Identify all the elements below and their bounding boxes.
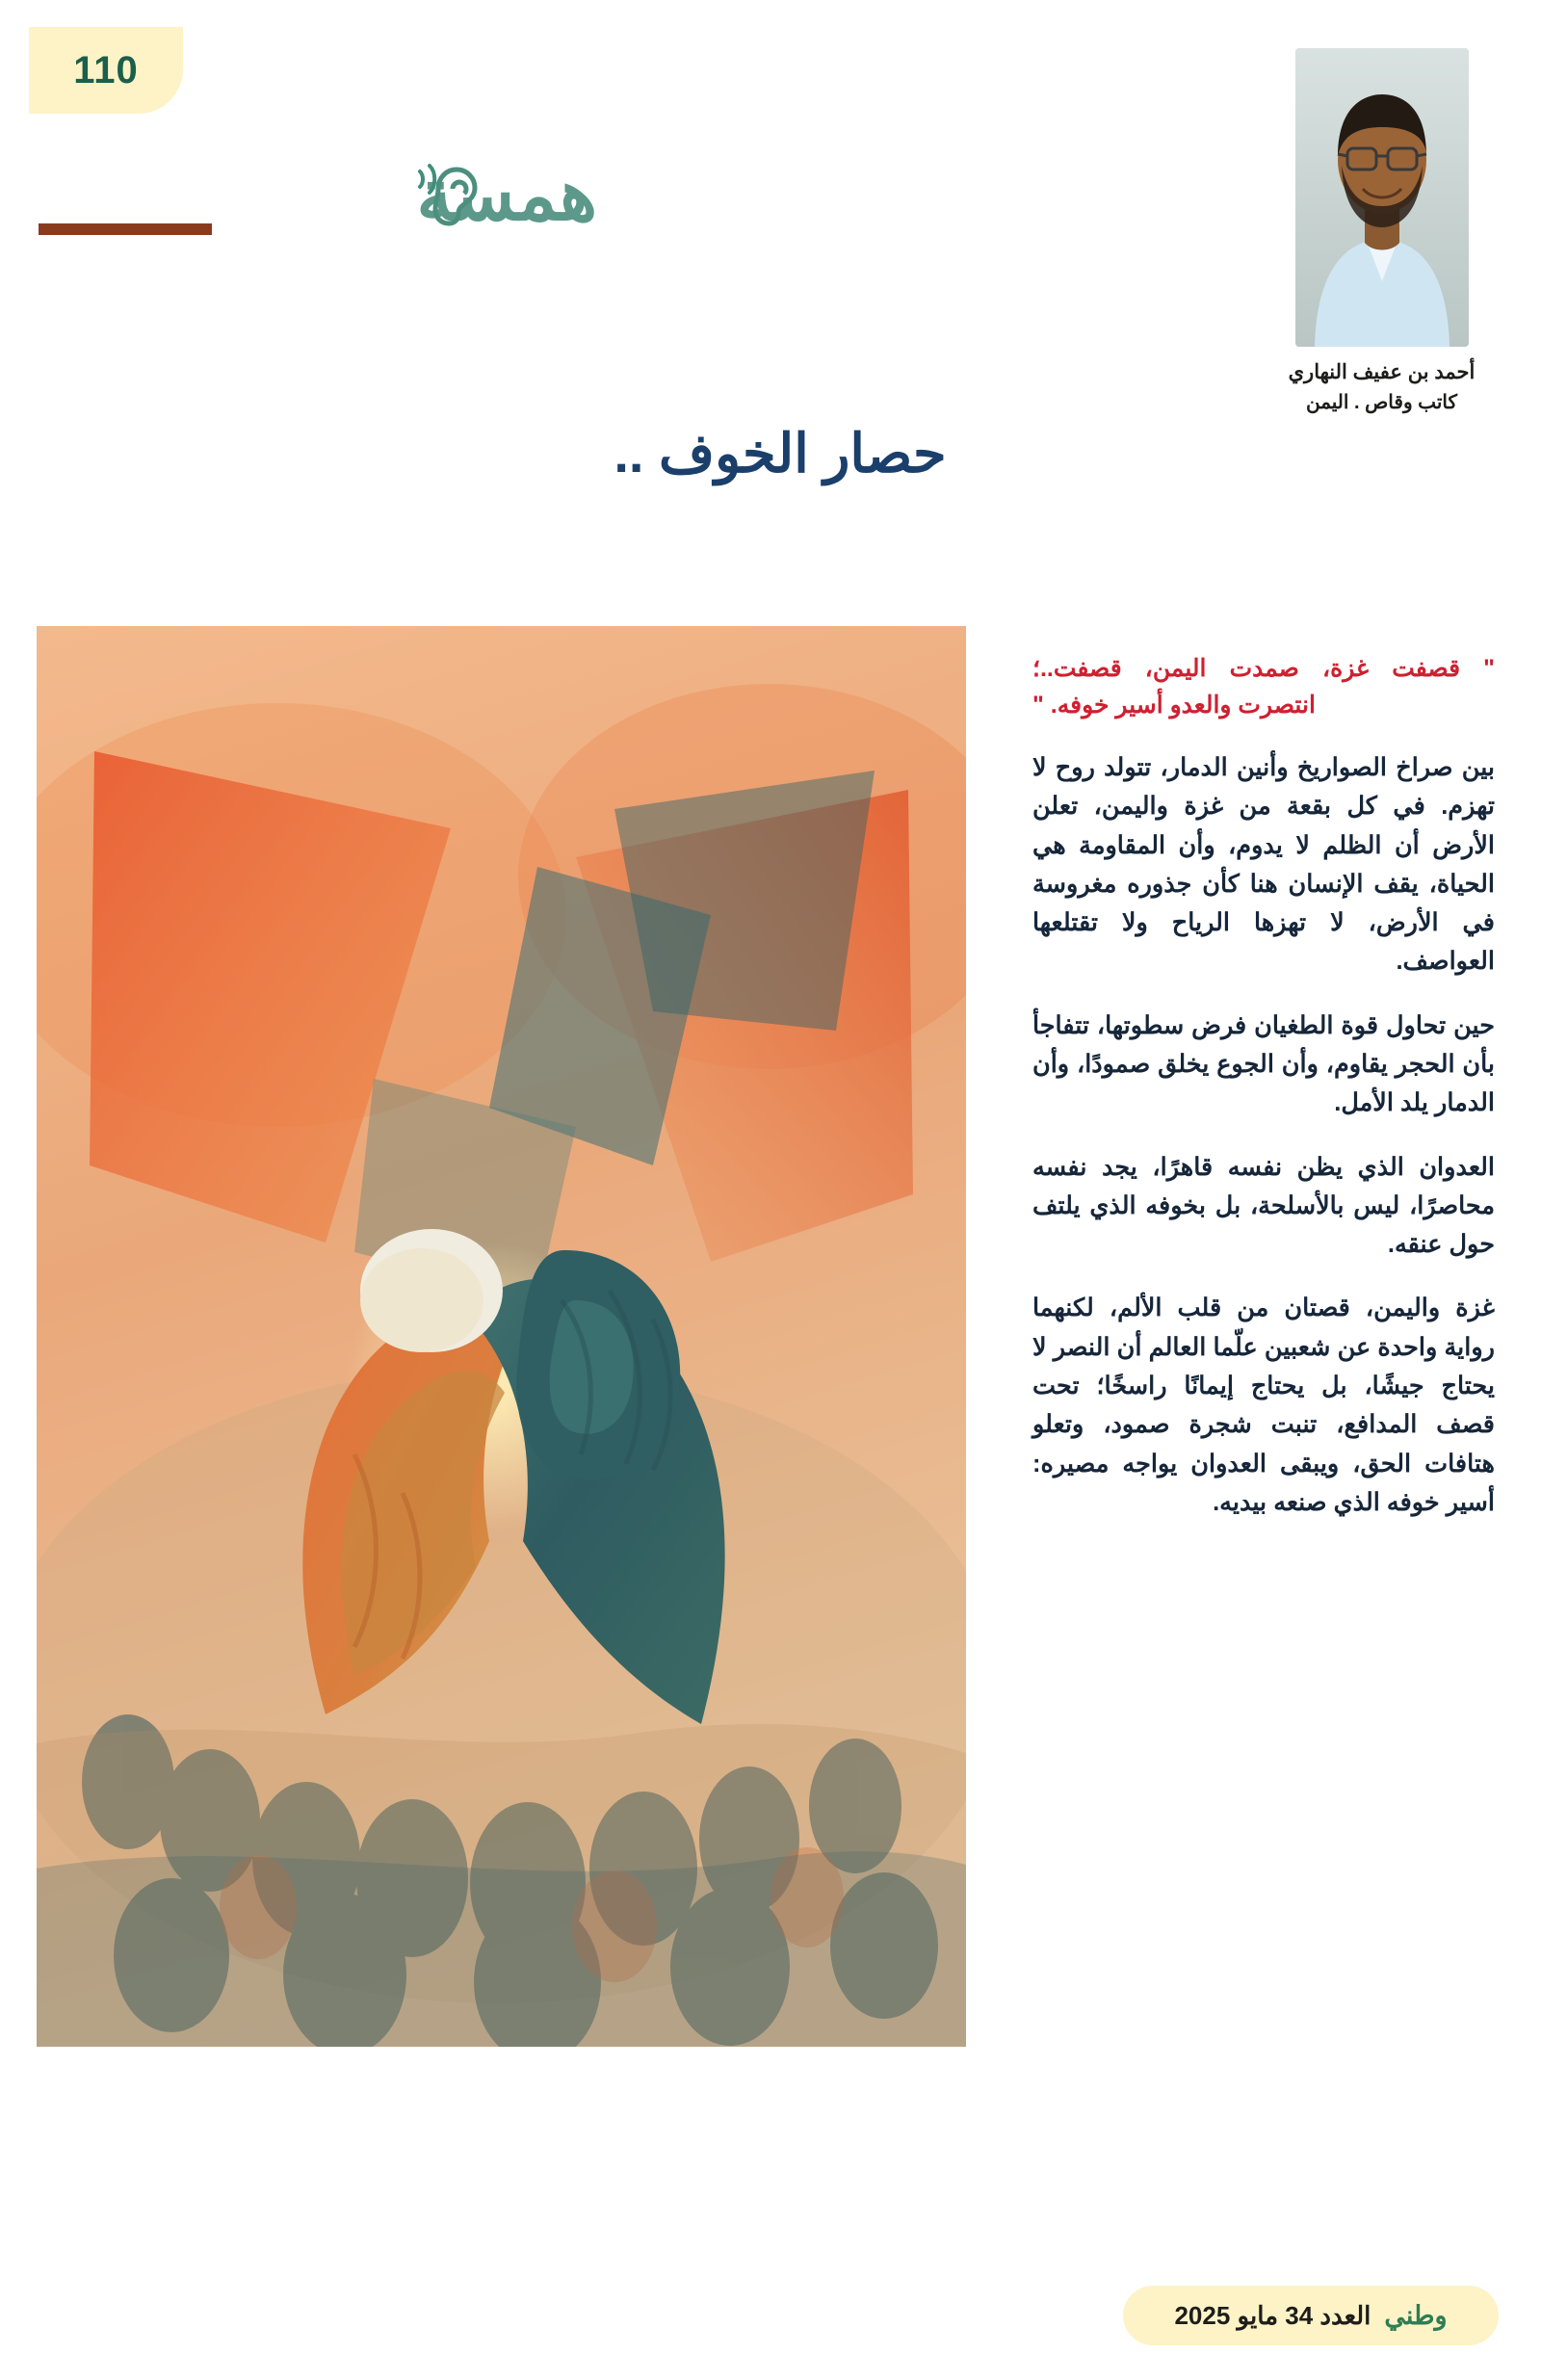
page-number-badge [29,27,183,114]
author-photo [1295,48,1469,347]
logo-underline-rule [39,223,212,235]
author-block [1268,48,1495,414]
issue-label: العدد 34 مايو 2025 [1174,2300,1371,2330]
author-role: كاتب وقاص . اليمن [1305,392,1457,413]
article-paragraph-3: العدوان الذي يظن نفسه قاهرًا، يجد نفسه محاصرًا، ليس بالأسلحة، بل بخوفه الذي يلتف حول عنقه. [1032,1153,1495,1259]
pull-quote: " قصفت غزة، صمدت اليمن، قصفت..؛ انتصرت والعدو أسير خوفه. " [1032,655,1495,719]
article-title: حصار الخوف .. [614,422,947,484]
page-number: 110 [73,48,139,92]
article-text-column [1032,626,1495,1547]
ear-listening-icon [410,156,483,229]
article-paragraph-4: غزة واليمن، قصتان من قلب الألم، لكنهما رواية واحدة عن شعبين علّما العالم أن النصر لا يحتاج جيشًا، بل يحتاج إيمانًا راسخًا؛ تحت قصف المدافع، تنبت شجرة صمود، وتعلو هتافات الحق، ويبقى العدوان يواجه مصيره: أسير خوفه الذي صنعه بيديه. [1032,1295,1495,1516]
section-logo [39,154,597,260]
article-paragraph-1: بين صراخ الصواريخ وأنين الدمار، تتولد روح لا تهزم. في كل بقعة من غزة واليمن، تعلن الأرض أن الظلم لا يدوم، وأن المقاومة هي الحياة، يقف الإنسان هنا كأن جذوره مغروسة في الأرض، لا تهزها الرياح ولا تقتلعها العواصف. [1032,754,1495,976]
section-logo-text: همسة [416,155,597,235]
author-name: أحمد بن عفيف النهاري [1288,361,1476,383]
footer-badge [1123,2286,1499,2345]
article-illustration [37,626,966,2047]
magazine-brand: وطني [1384,2300,1448,2330]
article-paragraph-2: حين تحاول قوة الطغيان فرض سطوتها، تتفاجأ بأن الحجر يقاوم، وأن الجوع يخلق صمودًا، وأن الدمار يلد الأمل. [1032,1011,1495,1117]
